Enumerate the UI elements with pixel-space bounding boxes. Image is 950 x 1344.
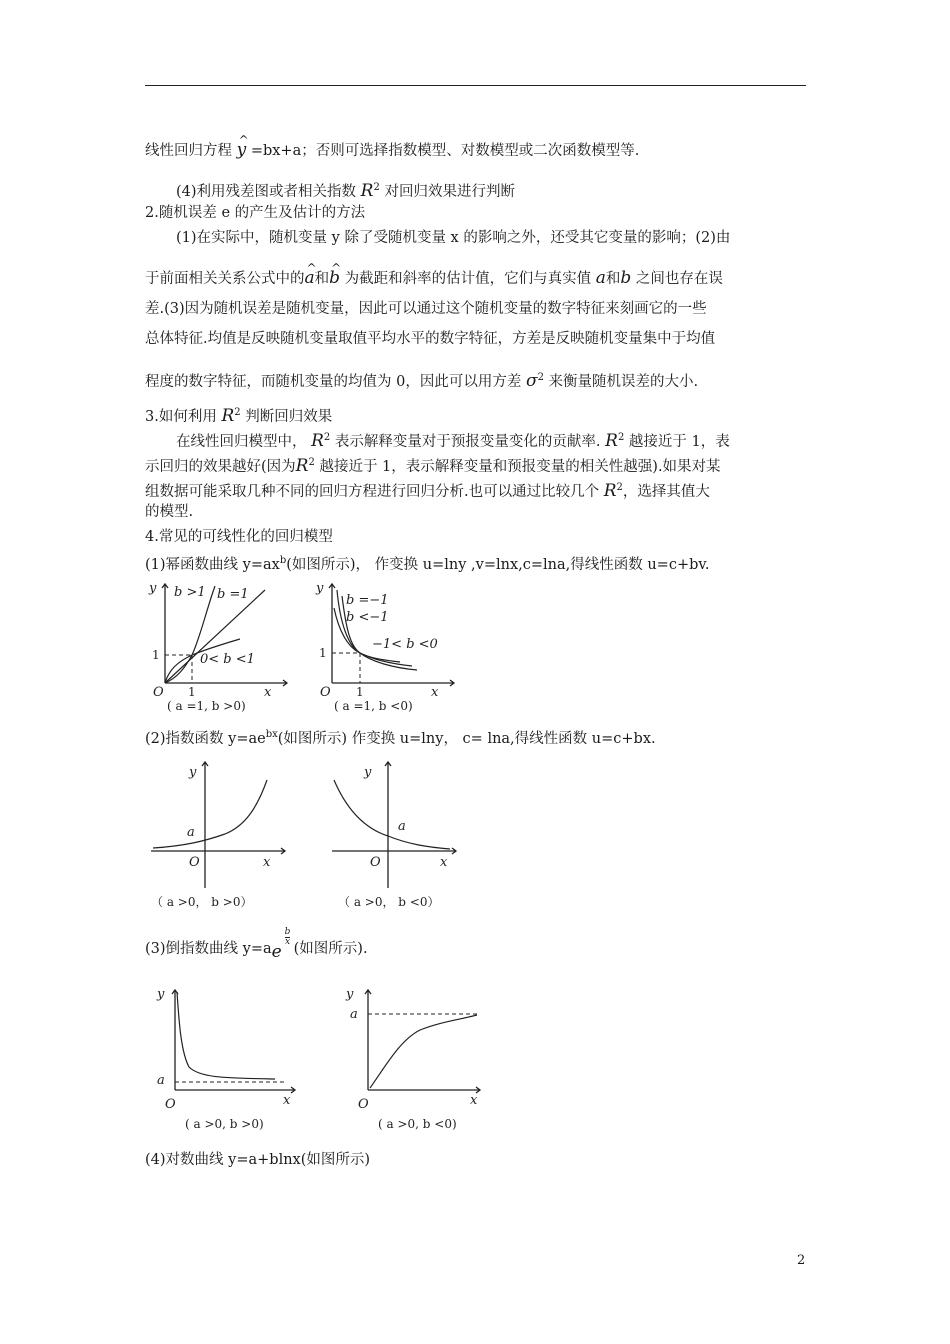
x-label: x xyxy=(283,1093,291,1108)
text: 线性回归方程 xyxy=(145,143,232,159)
curve-b-eq-1 xyxy=(165,590,265,683)
e-fraction-exponent xyxy=(271,927,294,962)
y-label: y xyxy=(364,765,372,780)
r-symbol: R xyxy=(295,456,309,476)
denominator: x xyxy=(284,937,291,947)
text: 在线性回归模型中， xyxy=(176,434,307,450)
superscript: bx xyxy=(265,729,278,740)
text: 之间也存在误 xyxy=(635,271,723,287)
text: (1)幂函数曲线 y=ax xyxy=(145,557,280,573)
superscript: 2 xyxy=(373,182,380,193)
label-b-gt-1: b >1 xyxy=(174,585,206,600)
x-label: x xyxy=(470,1093,478,1108)
a-label: a xyxy=(350,1007,358,1022)
inverse-exp-curve xyxy=(370,1015,477,1088)
figure-caption: （ a >0， b >0） xyxy=(151,895,253,909)
fraction xyxy=(285,928,291,947)
text: (如图所示)， 作变换 u=lny ,v=lnx,c=lna,得线性函数 u=c+bv. xyxy=(286,557,710,573)
label-b-eq-neg1: b =−1 xyxy=(346,593,389,608)
a-label: a xyxy=(398,819,406,834)
text-line-12 xyxy=(145,478,710,502)
numerator: b xyxy=(284,927,291,937)
y-hat: ^ y xyxy=(237,140,247,160)
text: (如图所示). xyxy=(293,941,368,957)
a-label: a xyxy=(157,1073,165,1088)
text: 表示解释变量对于预报变量变化的贡献率. xyxy=(334,434,601,450)
y-label: y xyxy=(149,581,157,596)
text-line-6: 差.(3)因为随机误差是随机变量，因此可以通过这个随机变量的数字特征来刻画它的一些 xyxy=(145,301,707,317)
x-label: x xyxy=(440,855,448,870)
figure-inverse-exp-negative xyxy=(340,982,500,1132)
exp-curve xyxy=(153,780,267,848)
section-heading-3 xyxy=(145,403,332,427)
figure-exp-positive xyxy=(145,758,295,913)
b-hat: ^ b xyxy=(329,268,340,288)
text-line-15 xyxy=(145,551,709,575)
figure-caption: （ a >0， b <0） xyxy=(338,895,440,909)
header-rule xyxy=(145,85,806,86)
tick-1-x: 1 xyxy=(356,685,364,699)
e-symbol: e xyxy=(271,942,282,962)
text: (4)利用残差图或者相关指数 xyxy=(176,184,357,200)
section-heading-4: 4.常见的可线性化的回归模型 xyxy=(145,529,333,545)
x-label: x xyxy=(263,855,271,870)
superscript: 2 xyxy=(323,432,331,443)
origin-label: O xyxy=(153,685,164,700)
tick-1-y: 1 xyxy=(319,646,327,660)
text: 判断回归效果 xyxy=(245,409,333,425)
label-b-between: 0< b <1 xyxy=(200,652,255,667)
text: (如图所示) 作变换 u=lny， c= lna,得线性函数 u=c+bx. xyxy=(277,731,656,747)
figure-caption: ( a =1, b <0) xyxy=(334,699,413,713)
text: ，选择其值大 xyxy=(622,484,710,500)
text-line-11 xyxy=(145,453,721,477)
text: 来衡量随机误差的大小. xyxy=(548,374,699,390)
exp-curve xyxy=(334,780,450,849)
section-heading-2: 2.随机误差 e 的产生及估计的方法 xyxy=(145,205,366,221)
origin-label: O xyxy=(165,1097,176,1112)
r-symbol: R xyxy=(605,431,618,451)
text: 程度的数字特征，而随机变量的均值为 0，因此可以用方差 xyxy=(145,374,522,390)
text: 越接近于 1，表示解释变量和预报变量的相关性越强).如果对某 xyxy=(319,459,721,475)
superscript: b xyxy=(279,555,287,566)
figure-power-positive xyxy=(145,578,295,713)
text-line-17 xyxy=(145,927,368,962)
label-b-lt-neg1: b <−1 xyxy=(346,610,389,625)
a-hat: ^ a xyxy=(305,268,315,288)
figure-exp-negative xyxy=(328,758,478,913)
x-label: x xyxy=(431,685,439,700)
text-line-10 xyxy=(176,428,730,452)
y-label: y xyxy=(189,765,197,780)
text: 为截距和斜率的估计值，它们与真实值 xyxy=(344,271,592,287)
label-b-between: −1< b <0 xyxy=(372,637,438,652)
figure-caption: ( a >0, b >0) xyxy=(185,1117,264,1131)
text: 越接近于 1，表 xyxy=(628,434,730,450)
superscript: 2 xyxy=(234,407,241,418)
text: 和 xyxy=(605,271,621,287)
text-line-4: (1)在实际中，随机变量 y 除了受随机变量 x 的影响之外，还受其它变量的影响；(2)由 xyxy=(176,230,731,246)
r-symbol: R xyxy=(360,181,374,201)
text: =bx+a；否则可选择指数模型、对数模型或二次函数模型等. xyxy=(250,143,640,159)
sigma-symbol: σ xyxy=(525,371,538,391)
text: 示回归的效果越好(因为 xyxy=(145,459,296,475)
figure-caption: ( a >0, b <0) xyxy=(378,1117,457,1131)
page-number: 2 xyxy=(797,1253,806,1268)
r-symbol: R xyxy=(603,481,617,501)
superscript: 2 xyxy=(617,432,625,443)
text: (2)指数函数 y=ae xyxy=(145,731,266,747)
superscript: 2 xyxy=(308,457,315,468)
a-symbol: a xyxy=(595,268,606,288)
superscript: 2 xyxy=(537,372,544,383)
figure-caption: ( a =1, b >0) xyxy=(167,699,246,713)
y-label: y xyxy=(346,987,354,1002)
text-line-13: 的模型. xyxy=(145,504,194,520)
origin-label: O xyxy=(358,1097,369,1112)
text: 于前面相关关系公式中的 xyxy=(145,271,305,287)
text-line-1 xyxy=(145,140,639,161)
text-line-16 xyxy=(145,725,656,749)
text-line-5 xyxy=(145,268,723,289)
label-b-eq-1: b =1 xyxy=(217,587,249,602)
tick-1-x: 1 xyxy=(188,685,196,699)
figure-inverse-exp-positive xyxy=(145,982,305,1132)
text: 对回归效果进行判断 xyxy=(384,184,515,200)
y-label: y xyxy=(316,581,324,596)
tick-1-y: 1 xyxy=(152,648,160,662)
text-line-8 xyxy=(145,368,698,392)
origin-label: O xyxy=(189,855,200,870)
r-symbol: R xyxy=(221,406,235,426)
origin-label: O xyxy=(370,855,381,870)
x-label: x xyxy=(264,685,272,700)
text: 和 xyxy=(314,271,330,287)
text-line-7: 总体特征.均值是反映随机变量取值平均水平的数字特征，方差是反映随机变量集中于均值 xyxy=(145,331,716,347)
b-symbol: b xyxy=(620,268,632,288)
y-label: y xyxy=(157,987,165,1002)
text-line-2 xyxy=(176,178,515,202)
text: (3)倒指数曲线 y=a xyxy=(145,941,272,957)
r-symbol: R xyxy=(311,431,324,451)
figure-power-negative xyxy=(312,578,462,713)
text: 3.如何利用 xyxy=(145,409,217,425)
a-label: a xyxy=(187,825,195,840)
text-line-18: (4)对数曲线 y=a+blnx(如图所示) xyxy=(145,1152,371,1168)
text: 组数据可能采取几种不同的回归方程进行回归分析.也可以通过比较几个 xyxy=(145,484,600,500)
superscript: 2 xyxy=(616,482,623,493)
origin-label: O xyxy=(320,685,331,700)
inverse-exp-curve xyxy=(177,992,275,1079)
